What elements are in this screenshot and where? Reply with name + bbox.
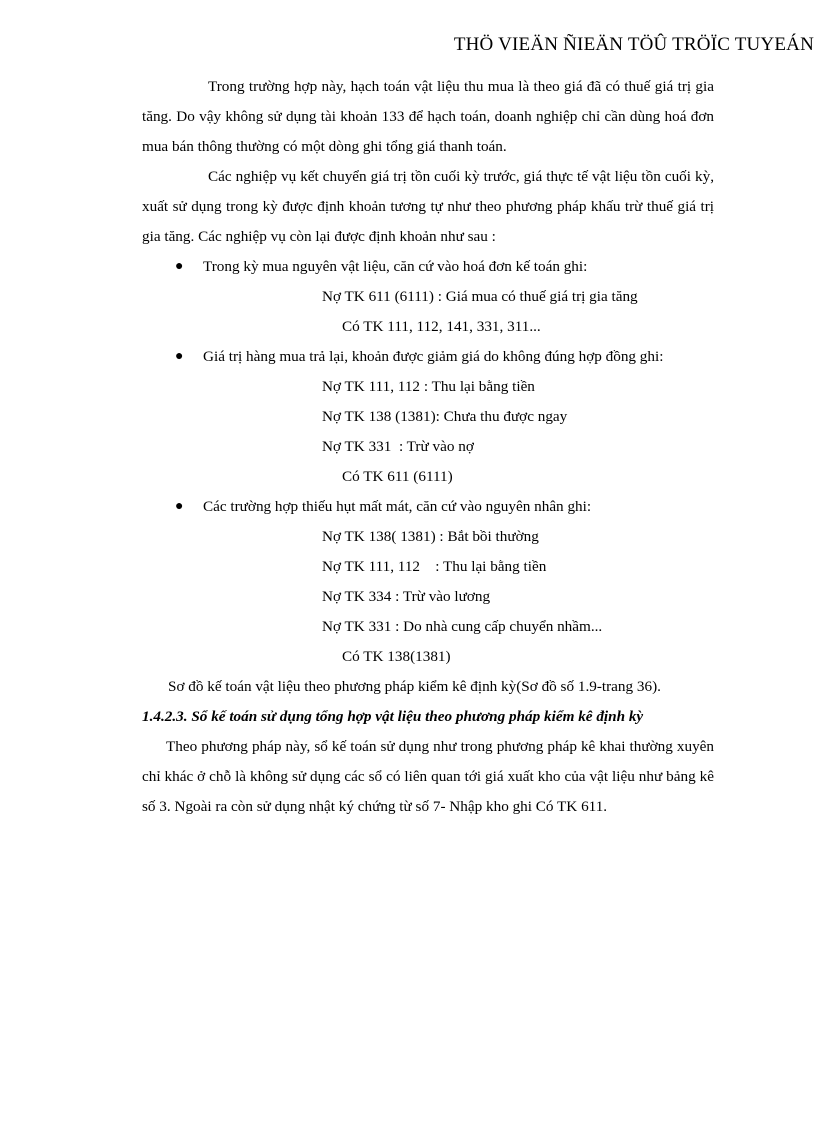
bullet-text: Các trường hợp thiếu hụt mất mát, căn cứ vào nguyên nhân ghi:	[203, 498, 592, 515]
debit-entry: Nợ TK 138 (1381): Chưa thu được ngay	[322, 408, 568, 425]
debit-entry: Nợ TK 111, 112 : Thu lại bằng tiền	[322, 558, 547, 575]
bullet-icon: ●	[175, 499, 184, 514]
bullet-item	[175, 252, 714, 282]
debit-entry: Nợ TK 111, 112 : Thu lại bằng tiền	[322, 378, 535, 395]
credit-entry: Có TK 611 (6111)	[342, 468, 453, 485]
debit-entry: Nợ TK 331 : Do nhà cung cấp chuyển nhầm...	[322, 618, 603, 635]
debit-entry: Nợ TK 138( 1381) : Bắt bồi thường	[322, 528, 539, 545]
diagram-reference: Sơ đồ kế toán vật liệu theo phương pháp kiểm kê định kỳ(Sơ đồ số 1.9-trang 36).	[168, 678, 661, 695]
page-header-title: THÖ VIEÄN ÑIEÄN TÖÛ TRÖÏC TUYEÁN	[453, 34, 814, 55]
bullet-icon: ●	[175, 349, 184, 364]
bullet-icon: ●	[175, 259, 184, 274]
bullet-text: Trong kỳ mua nguyên vật liệu, căn cứ vào hoá đơn kế toán ghi:	[203, 258, 588, 275]
paragraph-1: Trong trường hợp này, hạch toán vật liệu thu mua là theo giá đã có thuế giá trị gia tăng. Do vậy không sử dụng tài khoản 133 để hạch toán, doanh nghiệp chỉ cần dùng hoá đơn mua bán thông thường có một dòng ghi tổng giá thanh toán.	[142, 78, 714, 155]
debit-entry: Nợ TK 611 (6111) : Giá mua có thuế giá trị gia tăng	[322, 288, 638, 305]
debit-entry: Nợ TK 331 : Trừ vào nợ	[322, 438, 474, 455]
debit-entry: Nợ TK 334 : Trừ vào lương	[322, 588, 491, 605]
bullet-item	[175, 342, 714, 372]
section-heading: 1.4.2.3. Sổ kế toán sử dụng tổng hợp vật liệu theo phương pháp kiểm kê định kỳ	[142, 708, 644, 725]
credit-entry: Có TK 138(1381)	[342, 648, 451, 665]
paragraph-3: Theo phương pháp này, sổ kế toán sử dụng như trong phương pháp kê khai thường xuyên chỉ khác ở chỗ là không sử dụng các sổ có liên quan tới giá xuất kho của vật liệu như bảng kê số 3. Ngoài ra còn sử dụng nhật ký chứng từ số 7- Nhập kho ghi Có TK 611.	[142, 738, 714, 815]
paragraph-2: Các nghiệp vụ kết chuyển giá trị tồn cuối kỳ trước, giá thực tế vật liệu tồn cuối kỳ, xuất sử dụng trong kỳ được định khoản tương tự như theo phương pháp khấu trừ thuế giá trị gia tăng. Các nghiệp vụ còn lại được định khoản như sau :	[142, 168, 714, 245]
credit-entry: Có TK 111, 112, 141, 331, 311...	[342, 318, 541, 335]
bullet-text: Giá trị hàng mua trả lại, khoản được giảm giá do không đúng hợp đồng ghi:	[203, 348, 664, 365]
bullet-item	[175, 492, 714, 522]
document-body	[142, 72, 714, 822]
